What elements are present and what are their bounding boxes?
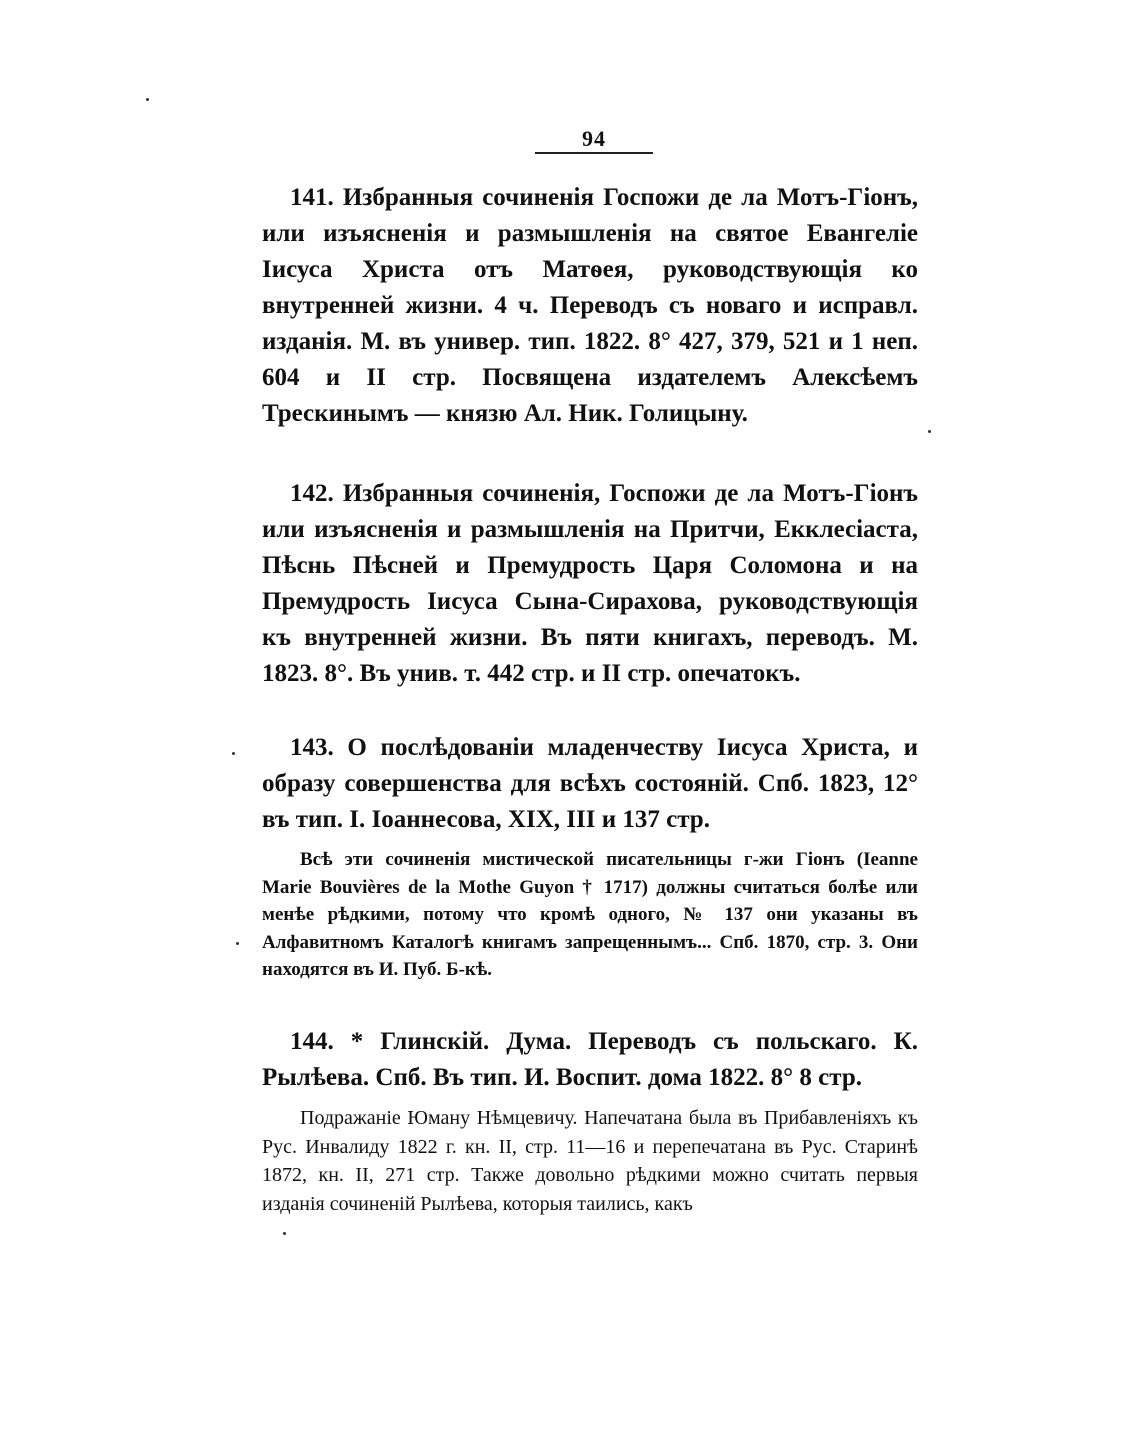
entry-141	[262, 180, 918, 432]
entry-143-text: 143. О послѣдованіи младенчеству Іисуса Христа, и образу совершенства для всѣхъ состояній. Спб. 1823, 12° въ тип. І. Іоаннесова, XIX, III и 137 стр.	[262, 734, 918, 833]
entry-141-text: 141. Избранныя сочиненія Госпожи де ла Мотъ-Гіонъ, или изъясненія и размышленія на святое Евангеліе Іисуса Христа отъ Матѳея, руководствующія ко внутренней жизни. 4 ч. Переводъ съ новаго и исправл. изданія. М. въ универ. тип. 1822. 8° 427, 379, 521 и 1 неп. 604 и II стр. Посвящена издателемъ Алексѣемъ Трескинымъ — князю Ал. Ник. Голицыну.	[262, 184, 918, 427]
page-number: 94	[582, 126, 606, 151]
entry-144	[262, 1024, 918, 1096]
paper-speck	[146, 98, 149, 101]
entry-144-text: 144. * Глинскій. Дума. Переводъ съ польскаго. К. Рылѣева. Спб. Въ тип. И. Воспит. дома 1822. 8° 8 стр.	[262, 1028, 918, 1091]
entry-142-text: 142. Избранныя сочиненія, Госпожи де ла Мотъ-Гіонъ или изъясненія и размышленія на Притчи, Екклесіаста, Пѣснь Пѣсней и Премудрость Царя Соломона и на Премудрость Іисуса Сына-Сирахова, руководствующія къ внутренней жизни. Въ пяти книгахъ, переводъ. М. 1823. 8°. Въ унив. т. 442 стр. и II стр. опечатокъ.	[262, 480, 918, 687]
entry-142	[262, 476, 918, 692]
entry-143	[262, 730, 918, 838]
paper-speck	[283, 1232, 286, 1235]
paper-speck	[232, 752, 235, 755]
entry-144-note: Подражаніе Юману Нѣмцевичу. Напечатана была въ Прибавленіяхъ къ Рус. Инвалиду 1822 г. кн. II, стр. 11—16 и перепечатана въ Рус. Старинѣ 1872, кн. II, 271 стр. Также довольно рѣдкими можно считать первыя изданія сочиненій Рылѣева, которыя таились, какъ	[262, 1107, 918, 1215]
paper-speck	[928, 430, 931, 433]
paper-speck	[236, 942, 239, 945]
entry-143-note: Всѣ эти сочиненія мистической писательницы г-жи Гіонъ (Ieanne Marie Bouvières de la Mothe Guyon † 1717) должны считаться болѣе или менѣе рѣдкими, потому что кромѣ одного, № 137 они указаны въ Алфавитномъ Каталогѣ книгамъ запрещеннымъ... Спб. 1870, стр. 3. Они находятся въ И. Пуб. Б-кѣ.	[262, 849, 918, 980]
page-number-rule	[535, 152, 653, 154]
